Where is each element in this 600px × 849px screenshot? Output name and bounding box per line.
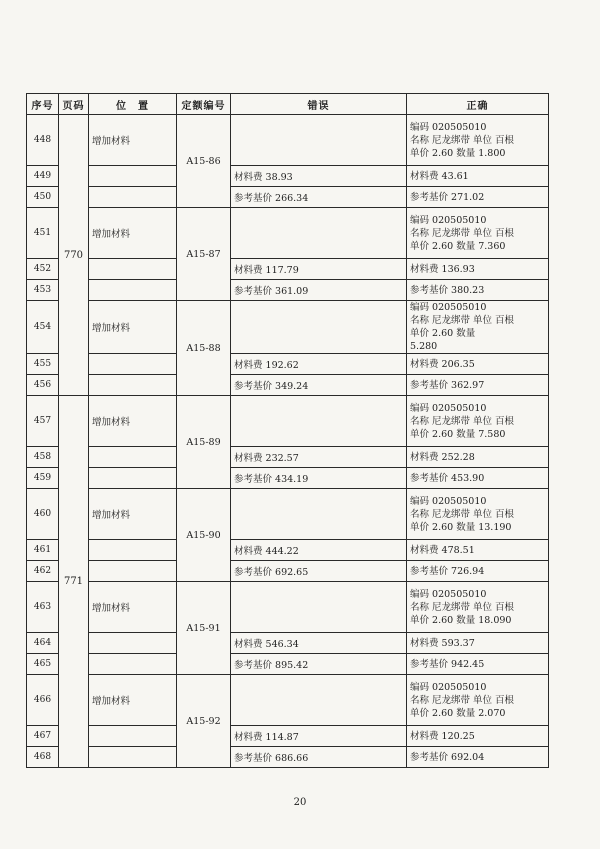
correct-line: 名称 尼龙绑带 单位 百根: [410, 315, 515, 326]
correct-line: 参考基价 362.97: [410, 379, 485, 391]
seq-cell: 459: [27, 468, 59, 489]
correct-cell: [407, 654, 549, 675]
page-number-cell: 770: [59, 115, 89, 396]
correct-line: 名称 尼龙绑带 单位 百根: [410, 601, 515, 613]
correct-line: 编码 020505010: [410, 214, 487, 226]
wrong-cell: 参考基价 686.66: [231, 747, 407, 768]
header-position: 位 置: [89, 94, 177, 115]
seq-cell: 465: [27, 654, 59, 675]
seq-cell: 451: [27, 208, 59, 259]
wrong-cell: 参考基价 349.24: [231, 375, 407, 396]
correct-line: 单价 2.60 数量 1.800: [410, 147, 506, 159]
correct-line: 材料费 43.61: [410, 170, 469, 182]
position-cell: [89, 540, 177, 561]
wrong-cell: 参考基价 895.42: [231, 654, 407, 675]
seq-cell: 454: [27, 301, 59, 354]
table-row: [27, 489, 549, 540]
position-cell: [89, 375, 177, 396]
wrong-cell: 材料费 114.87: [231, 726, 407, 747]
header-page: 页码: [59, 94, 89, 115]
seq-cell: 452: [27, 259, 59, 280]
seq-cell: 450: [27, 187, 59, 208]
position-cell: [89, 561, 177, 582]
table-row: [27, 540, 549, 561]
correct-line: 编码 020505010: [410, 302, 487, 313]
position-cell: [89, 468, 177, 489]
correct-cell: [407, 468, 549, 489]
correct-line: 参考基价 692.04: [410, 751, 485, 763]
errata-table: [26, 93, 549, 768]
correct-line: 单价 2.60 数量 18.090: [410, 614, 512, 626]
table-row: [27, 726, 549, 747]
position-cell: [89, 280, 177, 301]
correct-line: 编码 020505010: [410, 588, 487, 600]
wrong-cell: 参考基价 692.65: [231, 561, 407, 582]
correct-cell: [407, 259, 549, 280]
table-row: [27, 301, 549, 354]
position-cell: [89, 747, 177, 768]
table-row: [27, 280, 549, 301]
errata-table-header: [27, 94, 549, 115]
quota-code-cell: A15-92: [177, 675, 231, 768]
wrong-cell: [231, 675, 407, 726]
correct-line: 编码 020505010: [410, 402, 487, 414]
seq-cell: 453: [27, 280, 59, 301]
seq-cell: 456: [27, 375, 59, 396]
correct-line: 参考基价 271.02: [410, 191, 485, 203]
wrong-cell: 参考基价 361.09: [231, 280, 407, 301]
table-row: [27, 582, 549, 633]
correct-cell: [407, 726, 549, 747]
position-cell: [89, 166, 177, 187]
correct-cell: [407, 187, 549, 208]
correct-cell: [407, 166, 549, 187]
correct-line: 材料费 593.37: [410, 637, 475, 649]
correct-cell: [407, 280, 549, 301]
table-row: [27, 259, 549, 280]
correct-line: 单价 2.60 数量 13.190: [410, 521, 512, 533]
wrong-cell: [231, 489, 407, 540]
position-cell: [89, 447, 177, 468]
correct-line: 参考基价 380.23: [410, 284, 485, 296]
correct-cell: [407, 747, 549, 768]
position-cell: [89, 354, 177, 375]
wrong-cell: [231, 115, 407, 166]
table-row: [27, 747, 549, 768]
wrong-cell: 材料费 546.34: [231, 633, 407, 654]
table-row: [27, 561, 549, 582]
correct-line: 名称 尼龙绑带 单位 百根: [410, 134, 515, 146]
wrong-cell: [231, 301, 407, 354]
position-cell: [89, 187, 177, 208]
quota-code-cell: A15-90: [177, 489, 231, 582]
table-row: [27, 468, 549, 489]
wrong-cell: 参考基价 266.34: [231, 187, 407, 208]
table-row: [27, 354, 549, 375]
correct-cell: [407, 375, 549, 396]
seq-cell: 468: [27, 747, 59, 768]
quota-code-cell: A15-87: [177, 208, 231, 301]
position-cell: [89, 654, 177, 675]
seq-cell: 463: [27, 582, 59, 633]
position-cell: 增加材料: [89, 115, 177, 166]
table-row: [27, 633, 549, 654]
wrong-cell: [231, 582, 407, 633]
wrong-cell: 材料费 232.57: [231, 447, 407, 468]
seq-cell: 457: [27, 396, 59, 447]
table-row: [27, 396, 549, 447]
quota-code-cell: A15-86: [177, 115, 231, 208]
position-cell: 增加材料: [89, 396, 177, 447]
seq-cell: 455: [27, 354, 59, 375]
correct-line: 编码 020505010: [410, 495, 487, 507]
page-number: 20: [293, 797, 307, 808]
seq-cell: 460: [27, 489, 59, 540]
correct-line: 单价 2.60 数量 2.070: [410, 707, 506, 719]
seq-cell: 466: [27, 675, 59, 726]
correct-line: 材料费 120.25: [410, 730, 475, 742]
correct-line: 名称 尼龙绑带 单位 百根: [410, 415, 515, 427]
position-cell: [89, 259, 177, 280]
errata-table-body: [27, 115, 549, 768]
correct-cell: [407, 675, 549, 726]
correct-cell: [407, 396, 549, 447]
table-row: [27, 208, 549, 259]
header-correct: 正确: [407, 94, 549, 115]
correct-cell: [407, 540, 549, 561]
correct-line: 名称 尼龙绑带 单位 百根: [410, 227, 515, 239]
correct-line: 单价 2.60 数量: [410, 328, 476, 339]
correct-line: 名称 尼龙绑带 单位 百根: [410, 508, 515, 520]
wrong-cell: 材料费 117.79: [231, 259, 407, 280]
correct-line: 单价 2.60 数量 7.360: [410, 240, 506, 252]
position-cell: 增加材料: [89, 582, 177, 633]
wrong-cell: 材料费 192.62: [231, 354, 407, 375]
table-row: [27, 654, 549, 675]
correct-line: 单价 2.60 数量 7.580: [410, 428, 506, 440]
correct-cell: [407, 115, 549, 166]
header-wrong: 错误: [231, 94, 407, 115]
wrong-cell: [231, 396, 407, 447]
correct-line: 材料费 206.35: [410, 358, 475, 370]
correct-cell: [407, 208, 549, 259]
seq-cell: 449: [27, 166, 59, 187]
table-row: [27, 447, 549, 468]
position-cell: 增加材料: [89, 208, 177, 259]
table-row: [27, 166, 549, 187]
header-quota-code: 定额编号: [177, 94, 231, 115]
seq-cell: 448: [27, 115, 59, 166]
correct-line: 5.280: [410, 341, 438, 352]
wrong-cell: 材料费 38.93: [231, 166, 407, 187]
position-cell: 增加材料: [89, 675, 177, 726]
seq-cell: 467: [27, 726, 59, 747]
position-cell: [89, 726, 177, 747]
correct-line: 名称 尼龙绑带 单位 百根: [410, 694, 515, 706]
correct-line: 材料费 478.51: [410, 544, 475, 556]
table-row: [27, 187, 549, 208]
correct-line: 编码 020505010: [410, 121, 487, 133]
correct-cell: [407, 301, 549, 354]
seq-cell: 461: [27, 540, 59, 561]
seq-cell: 458: [27, 447, 59, 468]
header-seq: 序号: [27, 94, 59, 115]
correct-cell: [407, 582, 549, 633]
correct-cell: [407, 561, 549, 582]
seq-cell: 464: [27, 633, 59, 654]
seq-cell: 462: [27, 561, 59, 582]
position-cell: 增加材料: [89, 489, 177, 540]
page-number-cell: 771: [59, 396, 89, 768]
correct-cell: [407, 354, 549, 375]
correct-line: 编码 020505010: [410, 681, 487, 693]
wrong-cell: [231, 208, 407, 259]
table-row: [27, 375, 549, 396]
table-row: [27, 115, 549, 166]
correct-cell: [407, 489, 549, 540]
quota-code-cell: A15-91: [177, 582, 231, 675]
quota-code-cell: A15-89: [177, 396, 231, 489]
quota-code-cell: A15-88: [177, 301, 231, 396]
correct-cell: [407, 447, 549, 468]
correct-line: 材料费 136.93: [410, 263, 475, 275]
correct-line: 材料费 252.28: [410, 451, 475, 463]
position-cell: [89, 633, 177, 654]
correct-cell: [407, 633, 549, 654]
position-cell: 增加材料: [89, 301, 177, 354]
table-row: [27, 675, 549, 726]
correct-line: 参考基价 726.94: [410, 565, 485, 577]
wrong-cell: 材料费 444.22: [231, 540, 407, 561]
correct-line: 参考基价 453.90: [410, 472, 485, 484]
wrong-cell: 参考基价 434.19: [231, 468, 407, 489]
correct-line: 参考基价 942.45: [410, 658, 485, 670]
